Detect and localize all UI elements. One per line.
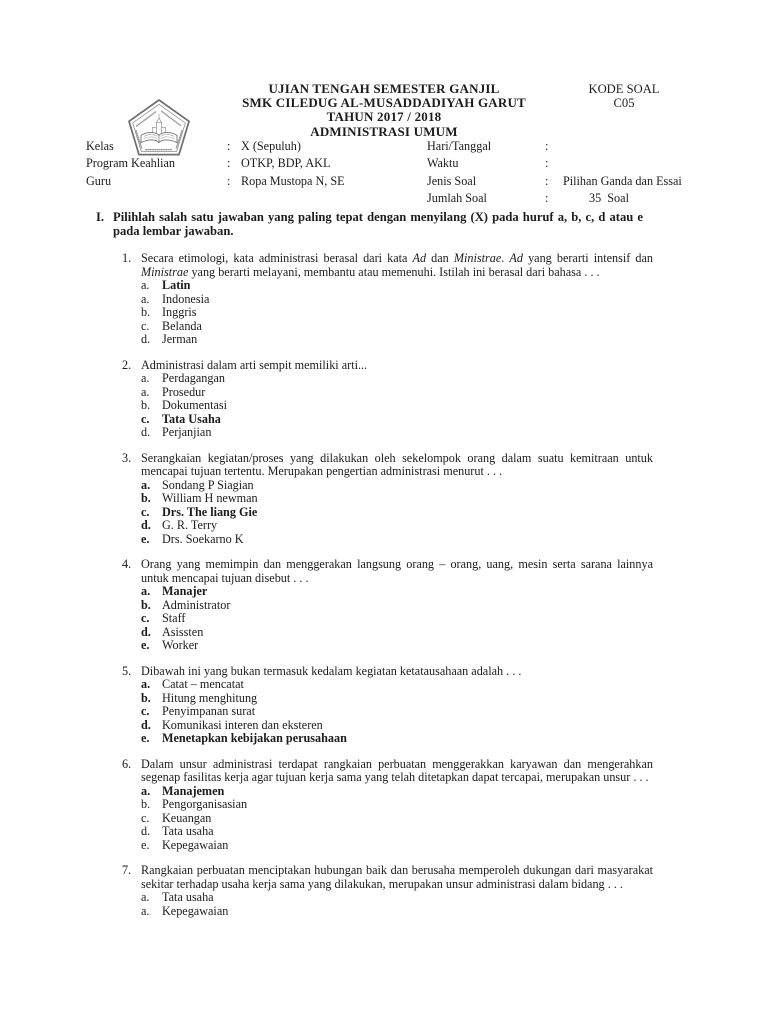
option-letter: b. bbox=[141, 398, 151, 412]
option-row bbox=[141, 413, 653, 427]
info-colon: : bbox=[545, 173, 549, 188]
option-row bbox=[141, 279, 653, 293]
info-colon: : bbox=[227, 156, 231, 171]
option-text: Worker bbox=[162, 638, 199, 652]
option-letter: a. bbox=[141, 677, 151, 691]
question-text: Orang yang memimpin dan menggerakan langsung orang – orang, uang, mesin serta sarana lainnya untuk mencapai tujuan disebut . . . bbox=[141, 557, 653, 585]
option-row bbox=[141, 306, 653, 320]
option-row bbox=[141, 533, 653, 547]
option-letter: b. bbox=[141, 305, 151, 319]
options-list bbox=[141, 785, 653, 853]
option-row bbox=[141, 798, 653, 812]
option-letter: e. bbox=[141, 837, 150, 852]
exam-code-label: KODE SOAL bbox=[588, 82, 660, 96]
option-row bbox=[141, 719, 653, 733]
option-text: Inggris bbox=[162, 305, 197, 319]
option-text: Hitung menghitung bbox=[162, 690, 258, 705]
option-row bbox=[141, 705, 653, 719]
info-table-right bbox=[427, 140, 703, 209]
question-text: Rangkaian perbuatan menciptakan hubungan baik dan berusaha memperoleh dukungan dari masyarakat sekitar terhadap usaha kerja sama yang dilakukan, merupakan unsur administrasi dalam bidang . . . bbox=[141, 863, 653, 891]
option-text: Manajemen bbox=[162, 783, 225, 798]
option-row bbox=[141, 386, 653, 400]
question-number: 4. bbox=[122, 557, 132, 571]
question-body bbox=[141, 558, 653, 653]
option-row bbox=[141, 479, 653, 493]
option-letter: a. bbox=[141, 384, 150, 399]
option-letter: b. bbox=[141, 491, 151, 505]
option-row bbox=[141, 492, 653, 506]
info-label: Kelas bbox=[86, 139, 114, 153]
option-text: Staff bbox=[162, 611, 186, 625]
options-list bbox=[141, 585, 653, 653]
info-row-program-keahlian bbox=[86, 157, 431, 174]
info-value: Pilihan Ganda dan Essai bbox=[563, 173, 682, 188]
option-letter: a. bbox=[141, 477, 151, 492]
option-row bbox=[141, 692, 653, 706]
option-letter: a. bbox=[141, 584, 151, 598]
option-text: Asissten bbox=[162, 624, 204, 639]
info-row-hari-tanggal bbox=[427, 140, 703, 157]
options-list bbox=[141, 678, 653, 746]
question-text: Dalam unsur administrasi terdapat rangkaian perbuatan menggerakkan karyawan dan mengerahkan segenap fasilitas kerja agar tujuan kerja sama yang telah ditetapkan dapat tercapai, merupakan unsur . . . bbox=[141, 756, 653, 784]
info-label: Guru bbox=[86, 173, 112, 188]
option-row bbox=[141, 506, 653, 520]
question-text: Secara etimologi, kata administrasi berasal dari kata Ad dan Ministrae. Ad yang berarti intensif dan Ministrae yang berarti melayani, membantu atau memenuhi. Istilah ini berasal dari bahasa . . . bbox=[141, 251, 653, 279]
option-letter: a. bbox=[141, 371, 150, 385]
option-text: William H newman bbox=[162, 491, 258, 505]
info-row-guru bbox=[86, 175, 431, 192]
exam-title-line-1: UJIAN TENGAH SEMESTER GANJIL bbox=[268, 81, 500, 96]
option-row bbox=[141, 626, 653, 640]
option-text: Drs. Soekarno K bbox=[162, 531, 244, 546]
option-text: Prosedur bbox=[162, 384, 206, 399]
question-item bbox=[122, 758, 653, 853]
question-body bbox=[141, 252, 653, 347]
option-letter: c. bbox=[141, 810, 150, 825]
option-letter: d. bbox=[141, 824, 151, 838]
info-row-waktu bbox=[427, 157, 703, 174]
question-text: Administrasi dalam arti sempit memiliki arti... bbox=[141, 357, 368, 372]
option-text: Indonesia bbox=[162, 291, 210, 306]
option-row bbox=[141, 678, 653, 692]
info-colon: : bbox=[545, 156, 549, 171]
option-text: Administrator bbox=[162, 597, 231, 612]
option-row bbox=[141, 599, 653, 613]
option-text: Catat – mencatat bbox=[162, 677, 244, 691]
option-text: Menetapkan kebijakan perusahaan bbox=[162, 731, 347, 745]
question-number: 5. bbox=[122, 663, 132, 678]
question-item bbox=[122, 864, 653, 918]
option-letter: e. bbox=[141, 531, 150, 546]
exam-code-block bbox=[576, 82, 672, 110]
info-colon: : bbox=[545, 190, 549, 205]
option-text: Kepegawaian bbox=[162, 903, 229, 918]
question-number: 7. bbox=[122, 863, 132, 877]
option-row bbox=[141, 372, 653, 386]
option-row bbox=[141, 426, 653, 440]
option-letter: d. bbox=[141, 332, 151, 346]
info-value: 35 Soal bbox=[589, 190, 629, 205]
option-letter: c. bbox=[141, 704, 150, 718]
info-value: OTKP, BDP, AKL bbox=[241, 156, 331, 171]
info-value: X (Sepuluh) bbox=[241, 139, 301, 153]
info-colon: : bbox=[227, 173, 231, 188]
option-text: Latin bbox=[162, 278, 191, 292]
info-label: Hari/Tanggal bbox=[427, 139, 492, 153]
options-list bbox=[141, 891, 653, 918]
exam-title-line-2: SMK CILEDUG AL-MUSADDADIYAH GARUT bbox=[242, 95, 526, 111]
exam-title-line-3: TAHUN 2017 / 2018 bbox=[326, 109, 442, 125]
questions-list bbox=[122, 252, 653, 930]
option-text: G. R. Terry bbox=[162, 518, 218, 532]
option-row bbox=[141, 585, 653, 599]
option-row bbox=[141, 293, 653, 307]
question-body bbox=[141, 665, 653, 746]
options-list bbox=[141, 372, 653, 440]
option-text: Tata Usaha bbox=[162, 411, 221, 426]
option-letter: c. bbox=[141, 504, 150, 519]
option-row bbox=[141, 333, 653, 347]
option-row bbox=[141, 839, 653, 853]
info-row-kelas bbox=[86, 140, 431, 157]
info-label: Waktu bbox=[427, 156, 459, 171]
option-row bbox=[141, 519, 653, 533]
exam-title-line-4: ADMINISTRASI UMUM bbox=[310, 123, 458, 139]
option-letter: b. bbox=[141, 690, 151, 705]
option-letter: b. bbox=[141, 597, 151, 612]
option-row bbox=[141, 905, 653, 919]
section-instruction: Pilihlah salah satu jawaban yang paling tepat dengan menyilang (X) pada huruf a, b, c, d atau e pada lembar jawaban. bbox=[113, 210, 643, 239]
option-text: Belanda bbox=[162, 318, 202, 333]
option-row bbox=[141, 399, 653, 413]
option-text: Dokumentasi bbox=[162, 398, 227, 412]
option-row bbox=[141, 639, 653, 653]
info-colon: : bbox=[227, 139, 231, 153]
option-text: Keuangan bbox=[162, 810, 212, 825]
option-text: Tata usaha bbox=[162, 824, 214, 838]
option-text: Kepegawaian bbox=[162, 837, 229, 852]
option-row bbox=[141, 891, 653, 905]
question-number: 1. bbox=[122, 251, 132, 265]
info-label: Jenis Soal bbox=[427, 173, 477, 188]
option-text: Perdagangan bbox=[162, 371, 225, 385]
option-text: Penyimpanan surat bbox=[162, 704, 256, 718]
question-item bbox=[122, 359, 653, 440]
option-letter: a. bbox=[141, 278, 150, 292]
option-letter: d. bbox=[141, 518, 151, 532]
question-body bbox=[141, 864, 653, 918]
option-letter: a. bbox=[141, 783, 151, 798]
option-letter: c. bbox=[141, 611, 150, 625]
question-number: 3. bbox=[122, 450, 132, 465]
option-letter: e. bbox=[141, 731, 150, 745]
info-value bbox=[563, 140, 703, 157]
option-text: Pengorganisasian bbox=[162, 797, 248, 811]
option-letter: a. bbox=[141, 890, 150, 904]
info-value: Ropa Mustopa N, SE bbox=[241, 173, 345, 188]
info-label: Program Keahlian bbox=[86, 156, 176, 171]
section-numeral: I. bbox=[96, 210, 105, 224]
option-letter: d. bbox=[141, 425, 151, 439]
info-colon: : bbox=[545, 139, 549, 153]
option-letter: e. bbox=[141, 638, 150, 652]
option-text: Manajer bbox=[162, 584, 208, 598]
question-body bbox=[141, 452, 653, 547]
option-row bbox=[141, 785, 653, 799]
option-text: Perjanjian bbox=[162, 425, 212, 439]
option-row bbox=[141, 732, 653, 746]
option-letter: b. bbox=[141, 797, 151, 811]
info-label: Jumlah Soal bbox=[427, 190, 487, 205]
option-row bbox=[141, 825, 653, 839]
exam-code-value: C05 bbox=[613, 96, 635, 111]
question-text: Dibawah ini yang bukan termasuk kedalam kegiatan ketatausahaan adalah . . . bbox=[141, 663, 522, 678]
option-text: Tata usaha bbox=[162, 890, 214, 904]
question-number: 2. bbox=[122, 357, 132, 372]
option-letter: a. bbox=[141, 291, 150, 306]
question-number: 6. bbox=[122, 756, 132, 771]
option-text: Jerman bbox=[162, 332, 198, 346]
info-row-jumlah-soal bbox=[427, 192, 703, 209]
question-item bbox=[122, 558, 653, 653]
option-row bbox=[141, 812, 653, 826]
option-letter: d. bbox=[141, 624, 151, 639]
option-row bbox=[141, 612, 653, 626]
option-letter: c. bbox=[141, 411, 150, 426]
options-list bbox=[141, 479, 653, 547]
options-list bbox=[141, 279, 653, 347]
question-item bbox=[122, 452, 653, 547]
info-value bbox=[563, 157, 703, 174]
option-text: Sondang P Siagian bbox=[162, 477, 254, 492]
option-letter: a. bbox=[141, 903, 150, 918]
section-one-heading bbox=[96, 210, 643, 239]
question-item bbox=[122, 252, 653, 347]
question-body bbox=[141, 359, 653, 440]
info-table-left bbox=[86, 140, 431, 192]
info-row-jenis-soal bbox=[427, 175, 703, 192]
option-text: Drs. The liang Gie bbox=[162, 504, 258, 519]
option-row bbox=[141, 320, 653, 334]
option-letter: d. bbox=[141, 717, 151, 732]
question-body bbox=[141, 758, 653, 853]
option-text: Komunikasi interen dan eksteren bbox=[162, 717, 323, 732]
question-item bbox=[122, 665, 653, 746]
option-letter: c. bbox=[141, 318, 150, 333]
question-text: Serangkaian kegiatan/proses yang dilakukan oleh sekelompok orang dalam suatu kemitraan untuk mencapai tujuan tertentu. Merupakan pengertian administrasi menurut . . . bbox=[141, 450, 653, 478]
